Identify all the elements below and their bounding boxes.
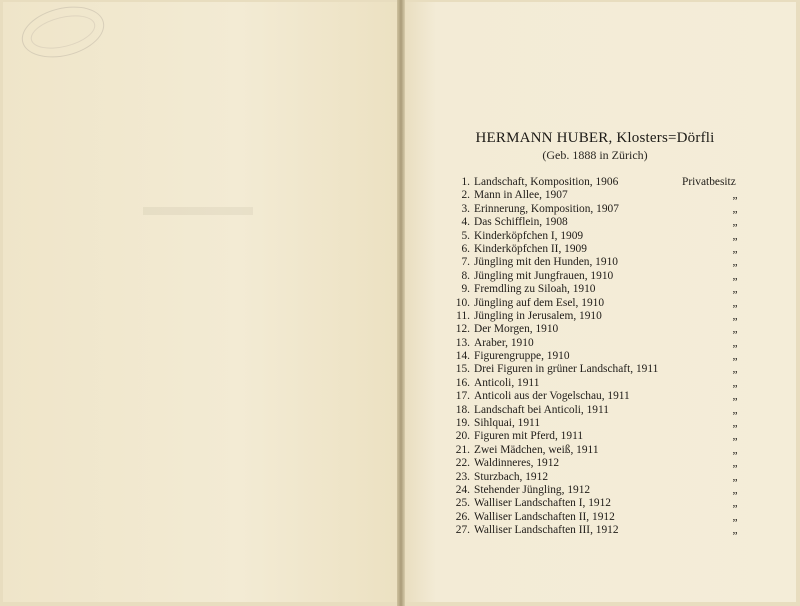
work-owner: „: [732, 363, 738, 376]
left-page: [3, 2, 397, 602]
work-title: Landschaft bei Anticoli, 1911: [474, 403, 609, 416]
work-owner: „: [732, 242, 738, 255]
show-through-text: [143, 207, 253, 215]
work-entry: [445, 323, 765, 336]
work-title: Walliser Landschaften II, 1912: [474, 510, 615, 523]
work-number: 10.: [455, 296, 470, 309]
work-title: Der Morgen, 1910: [474, 323, 559, 336]
work-entry: [445, 203, 765, 216]
work-owner: „: [732, 430, 738, 443]
work-number: 16.: [455, 376, 470, 389]
work-owner: Privatbesitz: [682, 176, 736, 188]
work-title: Figurengruppe, 1910: [474, 350, 570, 363]
work-owner: „: [732, 202, 738, 215]
work-entry: [445, 230, 765, 243]
work-number: 2.: [461, 189, 470, 202]
work-owner: „: [732, 497, 738, 510]
work-number: 26.: [455, 510, 470, 523]
work-entry: [445, 176, 765, 189]
work-owner: „: [732, 296, 738, 309]
work-number: 11.: [456, 309, 470, 322]
works-list: [445, 176, 765, 538]
work-owner: „: [732, 323, 738, 336]
work-entry: [445, 511, 765, 524]
work-entry: [445, 430, 765, 443]
work-number: 21.: [455, 443, 470, 456]
work-number: 20.: [455, 430, 470, 443]
work-number: 9.: [461, 283, 470, 296]
work-entry: [445, 337, 765, 350]
work-entry: [445, 444, 765, 457]
work-entry: [445, 310, 765, 323]
work-entry: [445, 363, 765, 376]
work-entry: [445, 243, 765, 256]
work-number: 4.: [461, 216, 470, 229]
work-title: Drei Figuren in grüner Landschaft, 1911: [474, 363, 659, 376]
work-number: 8.: [461, 269, 470, 282]
work-owner: „: [732, 524, 738, 537]
work-owner: „: [732, 510, 738, 523]
work-title: Fremdling zu Siloah, 1910: [474, 283, 596, 296]
work-number: 23.: [455, 470, 470, 483]
work-number: 15.: [455, 363, 470, 376]
work-title: Kinderköpfchen I, 1909: [474, 229, 584, 242]
work-owner: „: [732, 269, 738, 282]
work-title: Stehender Jüngling, 1912: [474, 483, 591, 496]
artist-heading: HERMANN HUBER, Klosters=Dörfli: [475, 130, 715, 146]
work-entry: [445, 497, 765, 510]
work-owner: „: [732, 417, 738, 430]
work-number: 18.: [455, 403, 470, 416]
work-title: Figuren mit Pferd, 1911: [474, 430, 584, 443]
work-title: Walliser Landschaften I, 1912: [474, 497, 611, 510]
work-number: 3.: [461, 202, 470, 215]
work-title: Das Schifflein, 1908: [474, 216, 568, 229]
work-number: 12.: [455, 323, 470, 336]
work-entry: [445, 350, 765, 363]
work-number: 6.: [461, 242, 470, 255]
work-owner: „: [732, 376, 738, 389]
work-title: Jüngling mit Jungfrauen, 1910: [474, 269, 614, 282]
work-entry: [445, 457, 765, 470]
work-owner: „: [732, 350, 738, 363]
work-entry: [445, 404, 765, 417]
work-owner: „: [732, 443, 738, 456]
work-title: Kinderköpfchen II, 1909: [474, 242, 587, 255]
work-title: Jüngling auf dem Esel, 1910: [474, 296, 605, 309]
work-owner: „: [732, 256, 738, 269]
work-owner: „: [732, 403, 738, 416]
work-owner: „: [732, 216, 738, 229]
work-entry: [445, 270, 765, 283]
work-entry: [445, 484, 765, 497]
work-entry: [445, 471, 765, 484]
work-title: Anticoli, 1911: [474, 376, 540, 389]
work-number: 1.: [461, 176, 470, 188]
work-title: Zwei Mädchen, weiß, 1911: [474, 443, 599, 456]
work-entry: [445, 283, 765, 296]
work-entry: [445, 417, 765, 430]
work-number: 25.: [455, 497, 470, 510]
work-owner: „: [732, 229, 738, 242]
work-entry: [445, 189, 765, 202]
work-number: 27.: [455, 524, 470, 537]
work-number: 19.: [455, 417, 470, 430]
work-title: Erinnerung, Komposition, 1907: [474, 202, 619, 215]
work-number: 13.: [455, 336, 470, 349]
work-entry: [445, 216, 765, 229]
work-owner: „: [732, 309, 738, 322]
work-title: Sturzbach, 1912: [474, 470, 549, 483]
work-number: 14.: [455, 350, 470, 363]
work-number: 17.: [455, 390, 470, 403]
book-gutter: [397, 0, 405, 606]
artist-birth-info: (Geb. 1888 in Zürich): [542, 148, 648, 162]
work-entry: [445, 256, 765, 269]
work-entry: [445, 297, 765, 310]
work-title: Jüngling mit den Hunden, 1910: [474, 256, 618, 269]
work-entry: [445, 377, 765, 390]
work-owner: „: [732, 390, 738, 403]
work-number: 24.: [455, 483, 470, 496]
work-owner: „: [732, 283, 738, 296]
work-title: Landschaft, Komposition, 1906: [474, 176, 619, 188]
work-title: Anticoli aus der Vogelschau, 1911: [474, 390, 630, 403]
work-title: Araber, 1910: [474, 336, 534, 349]
work-number: 7.: [461, 256, 470, 269]
work-entry: [445, 390, 765, 403]
work-owner: „: [732, 470, 738, 483]
work-owner: „: [732, 189, 738, 202]
work-title: Jüngling in Jerusalem, 1910: [474, 309, 602, 322]
work-entry: [445, 524, 765, 537]
work-owner: „: [732, 483, 738, 496]
work-title: Mann in Allee, 1907: [474, 189, 568, 202]
work-owner: „: [732, 457, 738, 470]
work-title: Waldinneres, 1912: [474, 457, 560, 470]
work-number: 22.: [455, 457, 470, 470]
library-stamp-icon: [16, 0, 109, 65]
work-number: 5.: [461, 229, 470, 242]
work-owner: „: [732, 336, 738, 349]
work-title: Sihlquai, 1911: [474, 417, 541, 430]
work-title: Walliser Landschaften III, 1912: [474, 524, 619, 537]
